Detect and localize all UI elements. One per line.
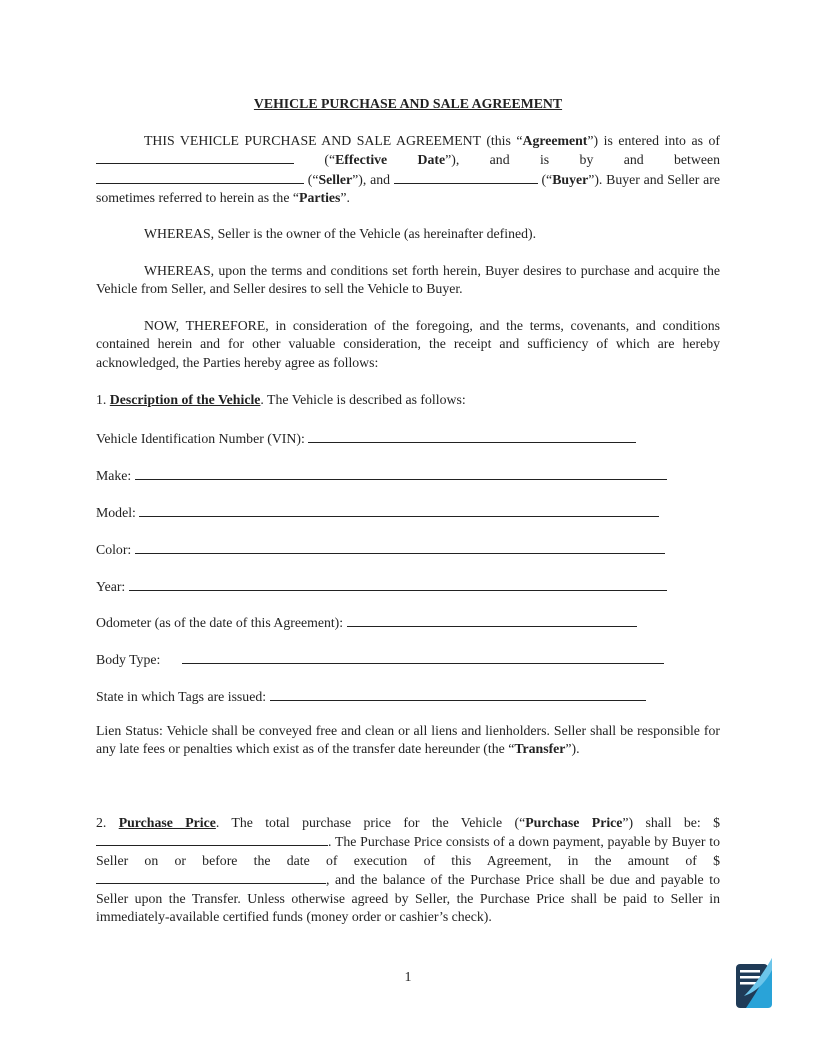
intro-text: (“ — [537, 171, 553, 187]
make-blank[interactable] — [135, 465, 667, 480]
now-therefore-paragraph: NOW, THEREFORE, in consideration of the foregoing, and the terms, covenants, and conditions contained herein and for other valuable consideration, the receipt and sufficiency of which are hereby acknowledged, the Parties hereby agree as follows: — [96, 318, 720, 370]
purchase-text: . The Purchase Price consists of a down payment, payable by Buyer to Seller on or before the date of execution of this Agreement, in the amount of $ — [96, 834, 720, 868]
defined-term-purchase-price: Purchase Price — [525, 815, 623, 830]
whereas-paragraph-2: WHEREAS, upon the terms and conditions set forth herein, Buyer desires to purchase and acquire the Vehicle from Seller, and Seller desires to sell the Vehicle to Buyer. — [96, 263, 720, 297]
purchase-text: . The total purchase price for the Vehicle (“ — [215, 815, 526, 830]
page-number: 1 — [404, 970, 412, 985]
year-label: Year: — [96, 579, 126, 594]
defined-term-seller: Seller — [318, 171, 353, 187]
defined-term-agreement: Agreement — [522, 133, 588, 148]
lien-text: ”). — [565, 741, 580, 757]
purchase-price-blank[interactable] — [96, 832, 328, 846]
state-tags-field — [96, 686, 646, 706]
intro-text: ”). Buyer and Seller are sometimes referred to herein as the “ — [96, 171, 720, 206]
section-1-heading — [96, 391, 720, 409]
body-type-blank[interactable] — [182, 649, 664, 664]
model-label: Model: — [96, 505, 136, 520]
body-type-label: Body Type: — [96, 652, 161, 667]
effective-date-blank[interactable] — [96, 150, 294, 164]
intro-text: ”), and is by and between — [445, 152, 720, 168]
make-label: Make: — [96, 468, 132, 483]
year-blank[interactable] — [129, 576, 667, 591]
intro-paragraph — [96, 132, 720, 208]
odometer-field — [96, 612, 637, 632]
intro-text: (“ — [294, 152, 336, 168]
document-title: VEHICLE PURCHASE AND SALE AGREEMENT — [253, 96, 563, 111]
vin-blank[interactable] — [308, 428, 636, 443]
section-number: 2. — [96, 815, 119, 830]
vin-field — [96, 428, 636, 448]
document-logo-icon — [734, 956, 774, 1012]
odometer-label: Odometer (as of the date of this Agreement): — [96, 615, 344, 630]
color-blank[interactable] — [135, 539, 665, 554]
intro-text: ”. — [340, 190, 350, 206]
purchase-price-paragraph — [96, 814, 720, 926]
section-heading: Purchase Price — [118, 815, 216, 830]
vin-label: Vehicle Identification Number (VIN): — [96, 431, 305, 446]
defined-term-transfer: Transfer — [514, 741, 566, 757]
color-field — [96, 539, 665, 559]
section-heading: Description of the Vehicle — [109, 392, 261, 407]
state-tags-label: State in which Tags are issued: — [96, 689, 267, 704]
down-payment-blank[interactable] — [96, 870, 326, 884]
make-field — [96, 465, 667, 485]
odometer-blank[interactable] — [347, 612, 637, 627]
intro-text: ”), and — [352, 171, 394, 187]
whereas-paragraph-1: WHEREAS, Seller is the owner of the Vehicle (as hereinafter defined). — [144, 226, 537, 241]
year-field — [96, 576, 667, 596]
section-text: . The Vehicle is described as follows: — [260, 392, 466, 407]
color-label: Color: — [96, 542, 132, 557]
purchase-text: ”) shall be: $ — [622, 815, 720, 830]
lien-text: Lien Status: Vehicle shall be conveyed free and clean or all liens and lienholders. Seller shall be responsible for any late fees or penalties which exist as of the transfer date hereunder (the “ — [96, 723, 720, 757]
section-number: 1. — [96, 392, 110, 407]
model-field — [96, 502, 659, 522]
defined-term-parties: Parties — [299, 190, 341, 206]
defined-term-buyer: Buyer — [552, 171, 589, 187]
intro-text: THIS VEHICLE PURCHASE AND SALE AGREEMENT (this “ — [144, 133, 523, 148]
intro-text: (“ — [304, 171, 319, 187]
lien-status-paragraph — [96, 722, 720, 759]
intro-text: ”) is entered into as of — [587, 133, 720, 148]
purchase-text: , and the balance of the Purchase Price shall be due and payable to Seller upon the Transfer. Unless otherwise agreed by Seller, the Purchase Price shall be paid to Seller in immediately-available certified funds (money order or cashier’s check). — [96, 872, 720, 925]
body-type-field — [96, 649, 664, 669]
buyer-name-blank[interactable] — [394, 170, 538, 184]
state-tags-blank[interactable] — [270, 686, 646, 701]
defined-term-effective-date: Effective Date — [335, 152, 446, 168]
model-blank[interactable] — [139, 502, 659, 517]
seller-name-blank[interactable] — [96, 170, 304, 184]
